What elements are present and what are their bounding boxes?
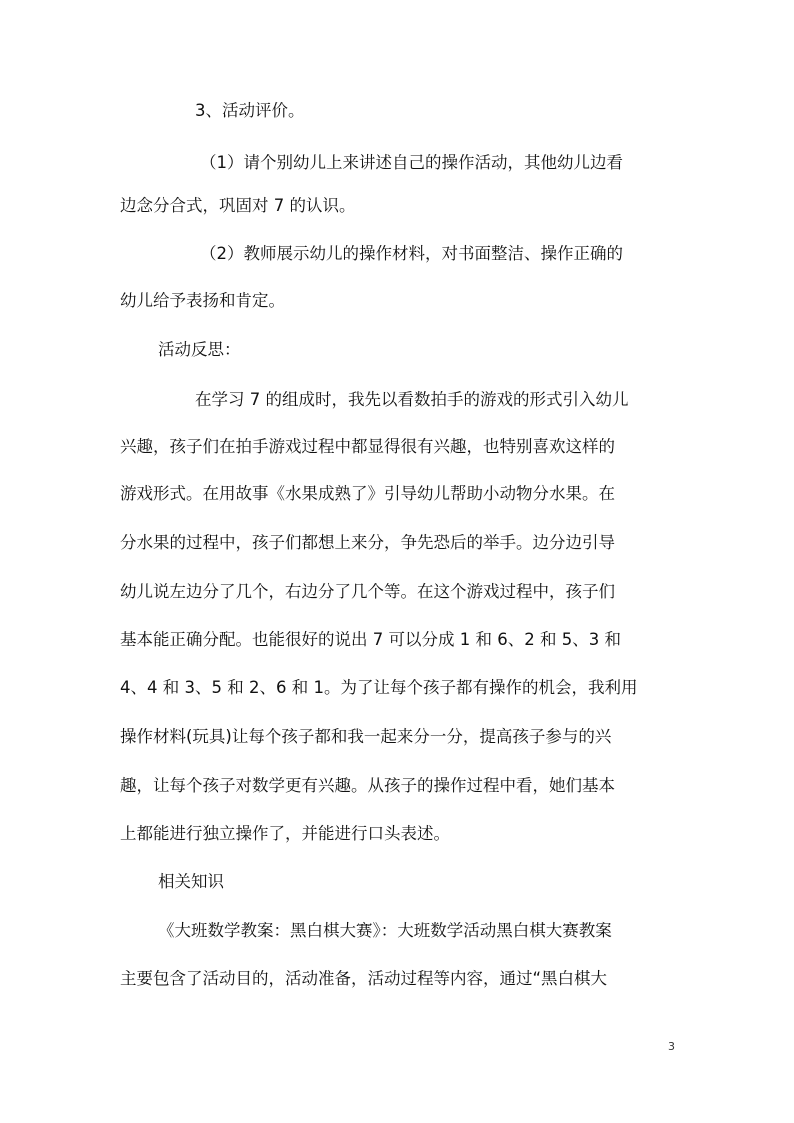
paragraph-line: 基本能正确分配。也能很好的说出 7 可以分成 1 和 6、2 和 5、3 和 bbox=[120, 630, 621, 649]
section-heading-related: 相关知识 bbox=[158, 872, 224, 891]
paragraph-line: 《大班数学教案：黑白棋大赛》：大班数学活动黑白棋大赛教案 bbox=[158, 921, 612, 940]
paragraph-line: （1）请个别幼儿上来讲述自己的操作活动，其他幼儿边看 bbox=[200, 153, 623, 172]
paragraph-line: 兴趣，孩子们在拍手游戏过程中都显得很有兴趣，也特别喜欢这样的 bbox=[120, 437, 615, 456]
paragraph-line: 幼儿说左边分了几个，右边分了几个等。在这个游戏过程中，孩子们 bbox=[120, 582, 615, 601]
page-number: 3 bbox=[668, 1040, 675, 1053]
section-heading-reflection: 活动反思： bbox=[158, 340, 241, 359]
paragraph-line: 在学习 7 的组成时，我先以看数拍手的游戏的形式引入幼儿 bbox=[195, 390, 629, 409]
paragraph-line: 游戏形式。在用故事《水果成熟了》引导幼儿帮助小动物分水果。在 bbox=[120, 484, 615, 503]
paragraph-line: 趣，让每个孩子对数学更有兴趣。从孩子的操作过程中看，她们基本 bbox=[120, 776, 615, 795]
section-heading-evaluation: 3、活动评价。 bbox=[195, 101, 305, 120]
paragraph-line: 操作材料(玩具)让每个孩子都和我一起来分一分，提高孩子参与的兴 bbox=[120, 727, 612, 746]
paragraph-line: 边念分合式，巩固对 7 的认识。 bbox=[120, 196, 356, 215]
paragraph-line: 幼儿给予表扬和肯定。 bbox=[120, 291, 285, 310]
paragraph-line: 分水果的过程中，孩子们都想上来分，争先恐后的举手。边分边引导 bbox=[120, 533, 615, 552]
paragraph-line: 上都能进行独立操作了，并能进行口头表述。 bbox=[120, 824, 450, 843]
paragraph-line: 主要包含了活动目的，活动准备，活动过程等内容，通过“黑白棋大 bbox=[120, 969, 608, 988]
paragraph-line: （2）教师展示幼儿的操作材料，对书面整洁、操作正确的 bbox=[200, 244, 623, 263]
paragraph-line: 4、4 和 3、5 和 2、6 和 1。为了让每个孩子都有操作的机会，我利用 bbox=[120, 678, 638, 697]
